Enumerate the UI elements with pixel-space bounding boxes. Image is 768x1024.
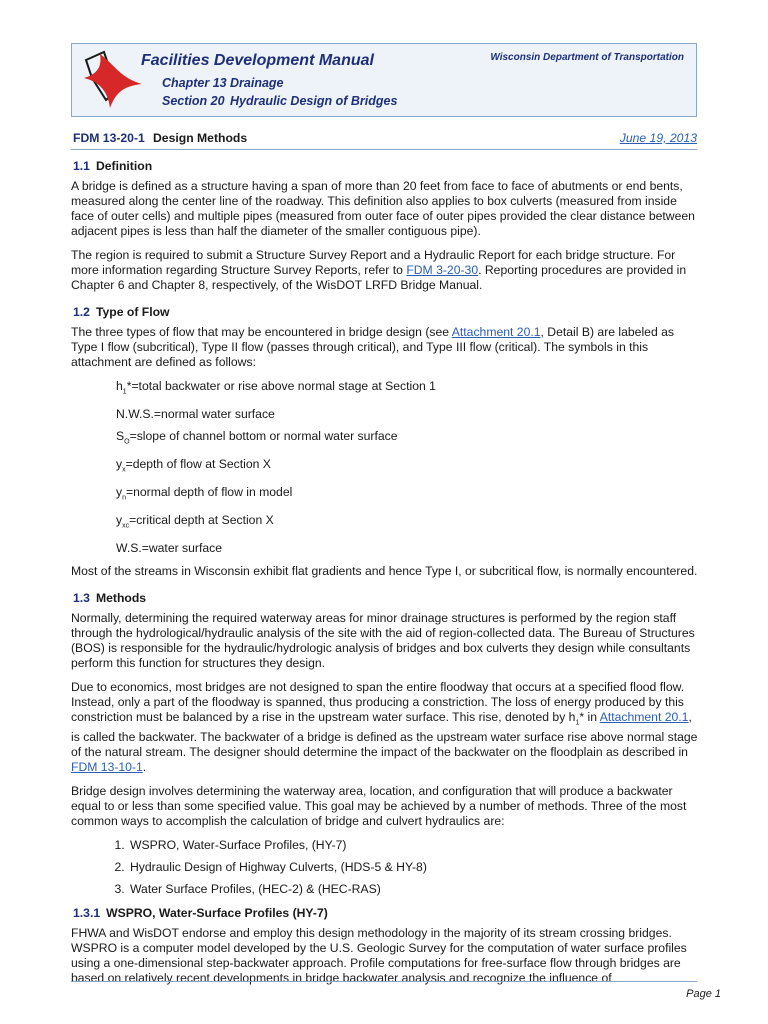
agency-name: Wisconsin Department of Transportation [490, 52, 684, 63]
list-item: 1. WSPRO, Water-Surface Profiles, (HY-7) [128, 838, 699, 853]
link-fdm-3-20-30[interactable]: FDM 3-20-30 [406, 263, 479, 277]
wisdot-logo-icon [80, 48, 144, 112]
chapter-row [162, 76, 284, 90]
chapter-value: Drainage [230, 76, 284, 90]
symbol-definition: N.W.S.=normal water surface [116, 406, 275, 421]
paragraph: The three types of flow that may be encountered in bridge design (see Attachment 20.1, Detail B) are labeled as Type I flow (subcritical), Type II flow (passes through critical), and Type III flow (critical). The symbols in this attachment are defined as follows: [71, 325, 674, 369]
symbol-definition: $S_O=slope$ of channel bottom or normal water surface [116, 429, 398, 446]
section-heading-1-3-1: 1.3.1 WSPRO, Water-Surface Profiles (HY-7) [73, 906, 328, 921]
paragraph: Normally, determining the required waterway areas for minor drainage structures is performed by the region staff through the hydrological/hydraulic analysis of the site with the aid of region-collected data. The Bureau of Structures (BOS) is responsible for the hydraulic/hydrologic analysis of bridges and box culverts they design while consultants perform this function for structures they design. [71, 610, 695, 670]
section-key: Section 20 [162, 94, 225, 108]
paragraph: The region is required to submit a Structure Survey Report and a Hydraulic Report for each bridge structure. For more information regarding Structure Survey Reports, refer to FDM 3-20-30. Reporting procedures are provided in Chapter 6 and Chapter 8, respectively, of the WisDOT LRFD Bridge Manual. [71, 248, 687, 292]
fdm-title: Design Methods [153, 131, 248, 145]
paragraph: FHWA and WisDOT endorse and employ this design methodology in the majority of its stream crossing bridges. WSPRO is a computer model developed by the U.S. Geologic Survey for the computation of water surface profiles using a one-dimensional step-backwater approach. Profile computations for free-surface flow through bridges are based on relatively recent developments in bridge backwater analysis and recognize the influence of [71, 926, 687, 986]
symbol-definition: $y_{xc}=critical$ depth at Section X [116, 513, 274, 530]
symbol-definition: $y_x=depth$ of flow at Section X [116, 457, 271, 474]
paragraph: Due to economics, most bridges are not designed to span the entire floodway that occurs at a specified flood flow. Instead, only a part of the floodway is spanned, thus producing a constriction. The loss of energy produced by this constriction must be balanced by a rise in the upstream water surface. This rise, denoted by $h_1*$ in Attachment 20.1, is called the backwater. The backwater of a bridge is defined as the upstream water surface rise above normal stage of the natural stream. The designer should determine the impact of the backwater on the floodplain as described in FDM 13-10-1. [71, 679, 698, 775]
fdm-id: FDM 13-20-1 [73, 131, 145, 145]
fdm-date-link[interactable]: June 19, 2013 [619, 131, 697, 145]
symbol-definition: $h_1*=total$ backwater or rise above normal stage at Section 1 [116, 379, 436, 396]
footer-rule [71, 981, 697, 982]
methods-list [71, 838, 699, 897]
link-attachment-20-1[interactable]: Attachment 20.1 [599, 709, 689, 724]
link-attachment-20-1[interactable]: Attachment 20.1 [451, 325, 541, 339]
section-value: Hydraulic Design of Bridges [230, 94, 398, 108]
page-number: Page 1 [686, 988, 721, 1000]
list-item: 2. Hydraulic Design of Highway Culverts, (HDS-5 & HY-8) [128, 860, 699, 875]
symbol-definition: W.S.=water surface [116, 541, 223, 556]
fdm-heading [71, 131, 697, 150]
manual-title: Facilities Development Manual [141, 52, 374, 69]
section-heading-1-3: 1.3 Methods [73, 590, 147, 605]
paragraph: A bridge is defined as a structure having a span of more than 20 feet from face to face of abutments or end bents, measured along the center line of the roadway. This definition also applies to box culverts (measured from inside face of outer cells) and multiple pipes (measured from outer face of outer pipes provided the clear distance between adjacent pipes is less than half the diameter of the smaller contiguous pipe). [71, 179, 695, 238]
document-body [71, 159, 699, 995]
link-fdm-13-10-1[interactable]: FDM 13-10-1 [71, 760, 143, 775]
paragraph: Bridge design involves determining the waterway area, location, and configuration that will produce a backwater equal to or less than some specified value. This goal may be achieved by a number of methods. Three of the most common ways to accomplish the calculation of bridge and culvert hydraulics are: [71, 784, 687, 829]
paragraph: Most of the streams in Wisconsin exhibit flat gradients and hence Type I, or subcritical flow, is normally encountered. [71, 563, 698, 578]
list-item: 3. Water Surface Profiles, (HEC-2) & (HEC-RAS) [128, 882, 699, 897]
section-heading-1-2: 1.2 Type of Flow [73, 305, 170, 319]
symbol-definition: $y_n=normal$ depth of flow in model [116, 485, 293, 502]
section-row [162, 94, 397, 108]
chapter-key: Chapter 13 [162, 76, 227, 90]
section-heading-1-1: 1.1 Definition [73, 159, 153, 173]
